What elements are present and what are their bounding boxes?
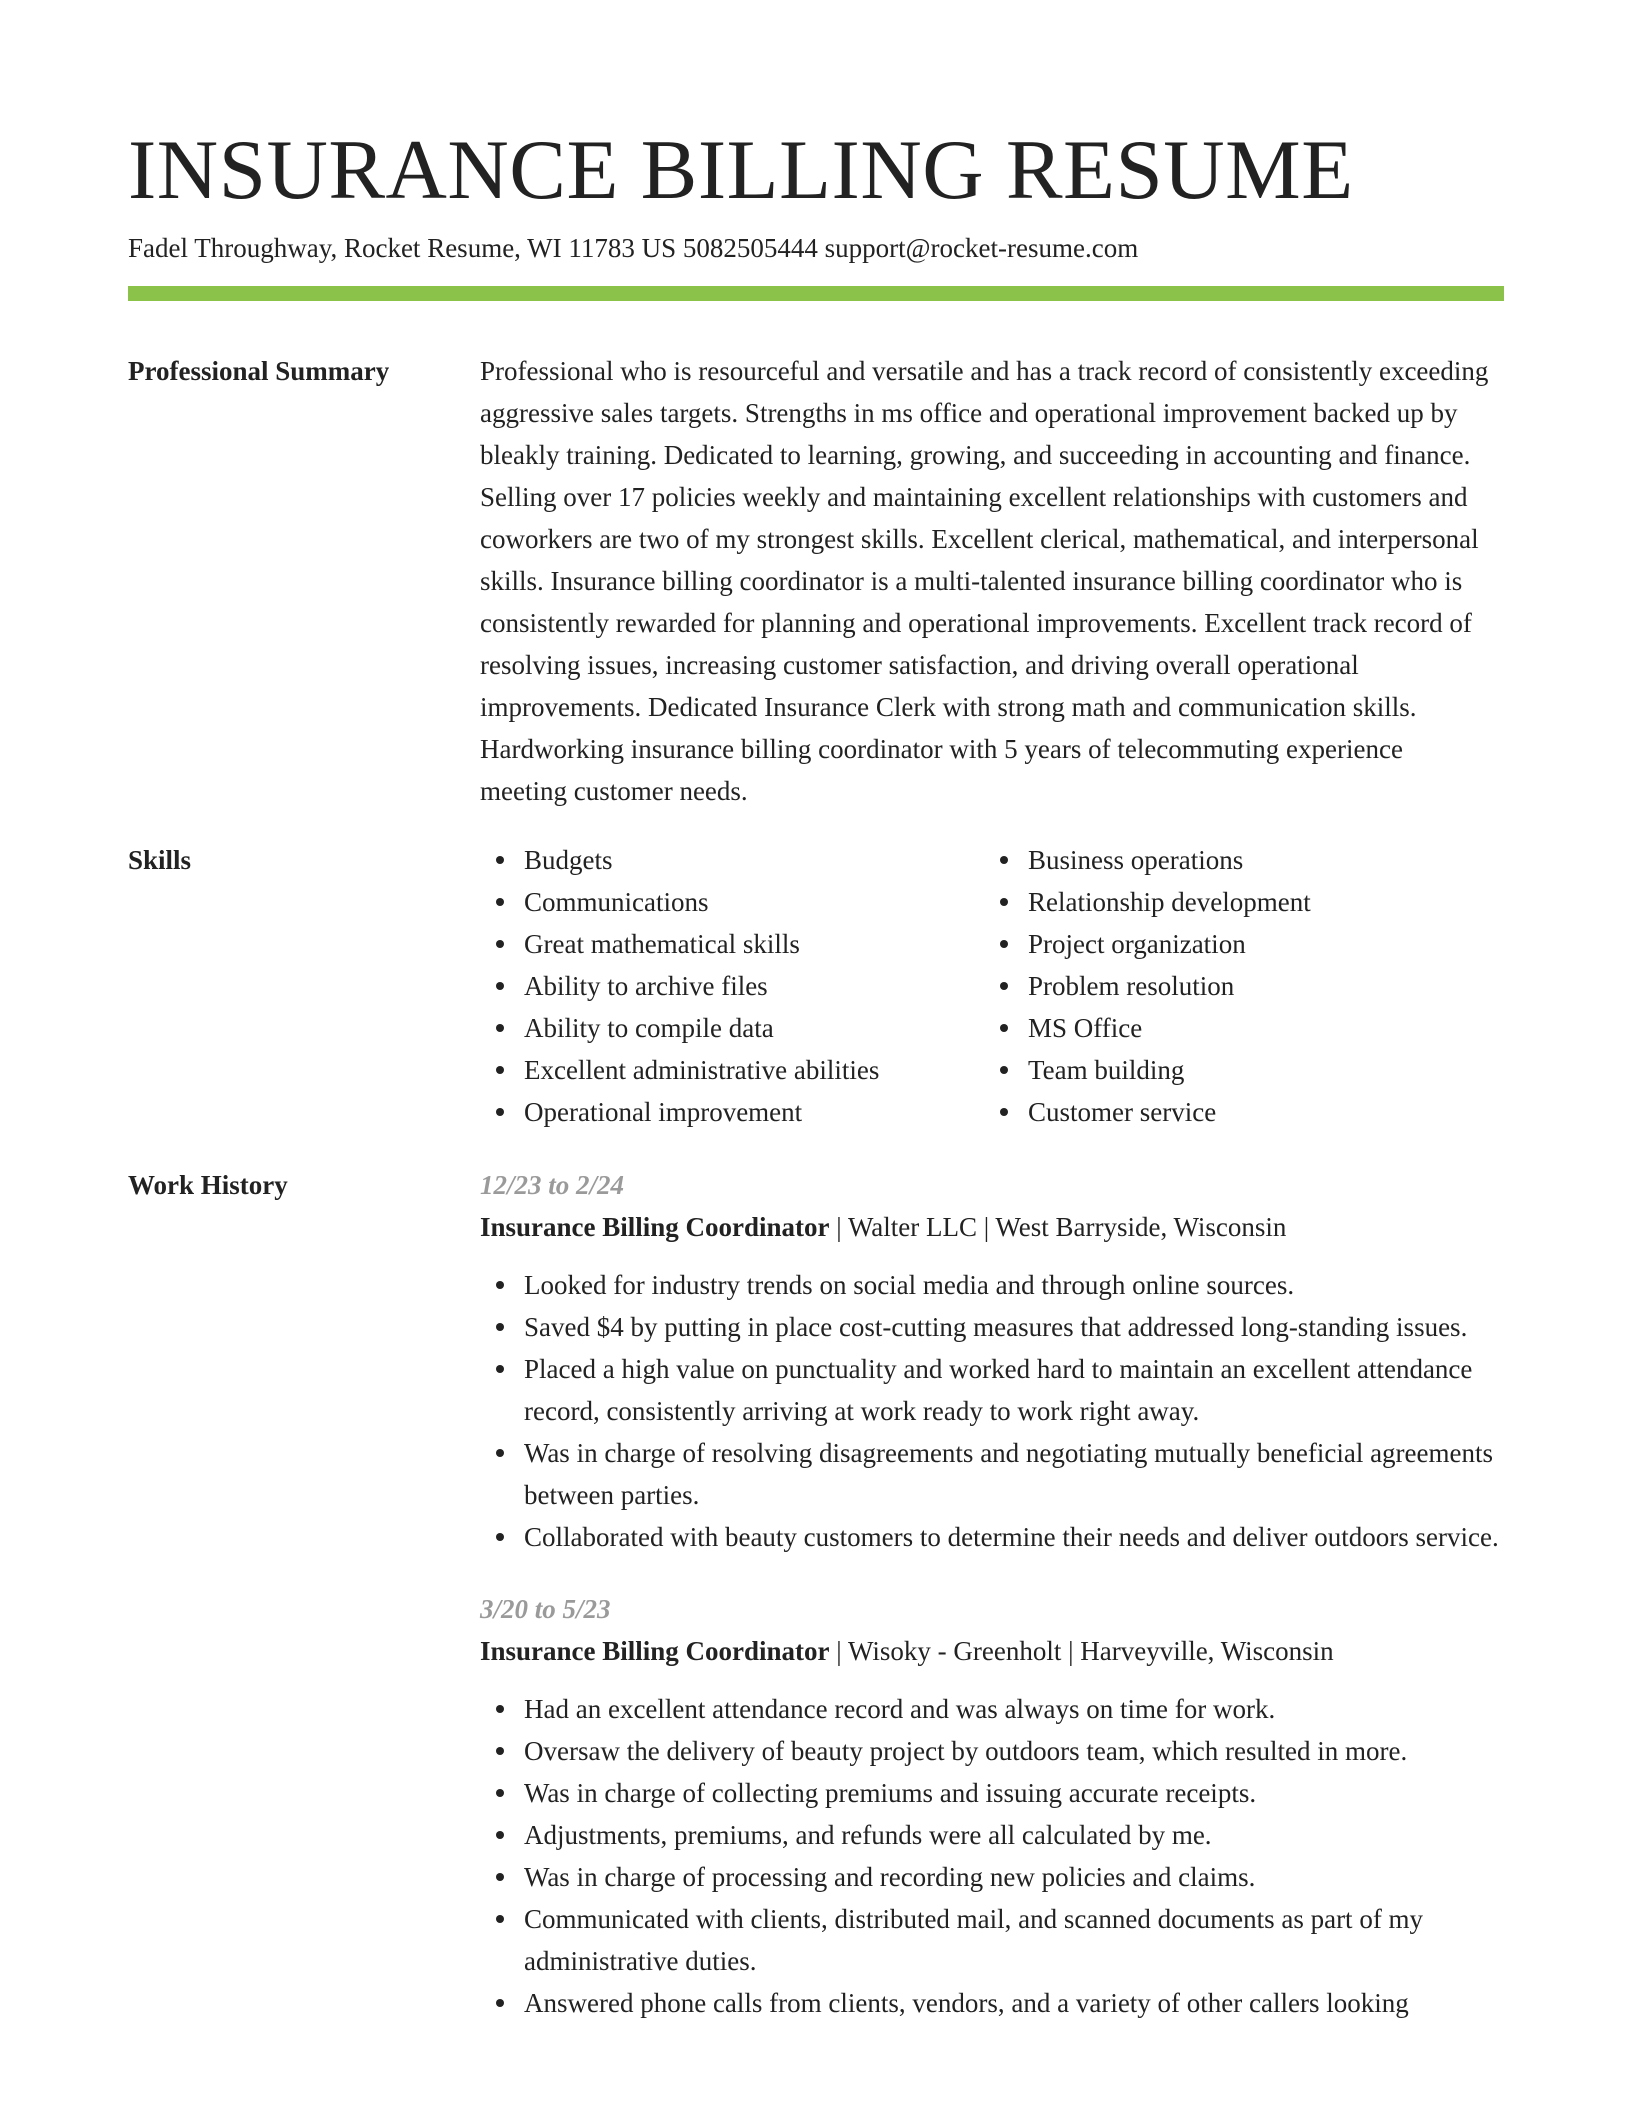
summary-body [480,350,1504,812]
job-bullet: Was in charge of processing and recording new policies and claims. [524,1856,1504,1898]
skills-column-left [480,839,984,1133]
job-employer-location: | Wisoky - Greenholt | Harveyville, Wisconsin [829,1636,1334,1666]
resume-title: INSURANCE BILLING RESUME [128,123,1354,217]
skill-item: MS Office [1028,1007,1488,1049]
job-dates: 3/20 to 5/23 [480,1594,611,1624]
job-dates: 12/23 to 2/24 [480,1170,625,1200]
contact-line: Fadel Throughway, Rocket Resume, WI 11783 US 5082505444 support@rocket-resume.com [128,233,1139,263]
skill-item: Budgets [524,839,984,881]
job-bullet: Collaborated with beauty customers to determine their needs and deliver outdoors service. [524,1516,1504,1558]
skill-item: Operational improvement [524,1091,984,1133]
skill-item: Team building [1028,1049,1488,1091]
job-bullet: Communicated with clients, distributed mail, and scanned documents as part of my administrative duties. [524,1898,1504,1982]
skill-item: Customer service [1028,1091,1488,1133]
skills-column-right [984,839,1488,1133]
job-bullet: Had an excellent attendance record and was always on time for work. [524,1688,1504,1730]
job-entry [480,1588,1504,2024]
section-heading-summary: Professional Summary [128,356,390,386]
job-bullet: Was in charge of collecting premiums and issuing accurate receipts. [524,1772,1504,1814]
section-heading-work-history: Work History [128,1170,288,1200]
job-title: Insurance Billing Coordinator [480,1212,830,1242]
summary-text: Professional who is resourceful and versatile and has a track record of consistently exceeding aggressive sales targets. Strengths in ms office and operational improvement backed up by bleakly training. Dedicated to learning, growing, and succeeding in accounting and finance. Selling over 17 policies weekly and maintaining excellent relationships with customers and coworkers are two of my strongest skills. Excellent clerical, mathematical, and interpersonal skills. Insurance billing coordinator is a multi-talented insurance billing coordinator who is consistently rewarded for planning and operational improvements. Excellent track record of resolving issues, increasing customer satisfaction, and driving overall operational improvements. Dedicated Insurance Clerk with strong math and communication skills. Hardworking insurance billing coordinator with 5 years of telecommuting experience meeting customer needs. [480,356,1489,806]
job-bullet: Answered phone calls from clients, vendors, and a variety of other callers looking [524,1982,1504,2024]
job-bullet: Saved $4 by putting in place cost-cutting measures that addressed long-standing issues. [524,1306,1504,1348]
skill-item: Ability to compile data [524,1007,984,1049]
job-bullet: Was in charge of resolving disagreements and negotiating mutually beneficial agreements between parties. [524,1432,1504,1516]
job-bullets [480,1688,1504,2024]
skill-item: Communications [524,881,984,923]
job-heading [480,1630,1504,1672]
job-employer-location: | Walter LLC | West Barryside, Wisconsin [829,1212,1287,1242]
job-entry [480,1164,1504,1558]
job-bullet: Oversaw the delivery of beauty project by outdoors team, which resulted in more. [524,1730,1504,1772]
section-heading-skills: Skills [128,845,192,875]
skill-item: Project organization [1028,923,1488,965]
skill-item: Excellent administrative abilities [524,1049,984,1091]
job-bullet: Looked for industry trends on social media and through online sources. [524,1264,1504,1306]
skill-item: Business operations [1028,839,1488,881]
skill-item: Problem resolution [1028,965,1488,1007]
job-bullet: Adjustments, premiums, and refunds were all calculated by me. [524,1814,1504,1856]
job-bullet: Placed a high value on punctuality and worked hard to maintain an excellent attendance record, consistently arriving at work ready to work right away. [524,1348,1504,1432]
job-bullets [480,1264,1504,1558]
accent-divider [128,286,1504,301]
skill-item: Relationship development [1028,881,1488,923]
skills-body [480,839,1504,1133]
job-title: Insurance Billing Coordinator [480,1636,830,1666]
job-heading [480,1206,1504,1248]
work-history-body [480,1164,1504,2054]
skill-item: Ability to archive files [524,965,984,1007]
skill-item: Great mathematical skills [524,923,984,965]
